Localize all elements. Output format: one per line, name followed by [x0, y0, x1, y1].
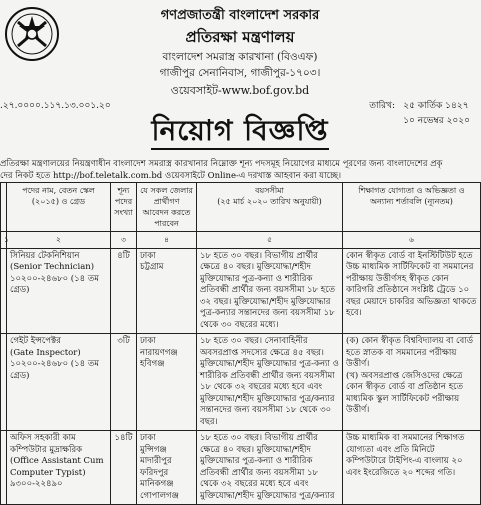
column-index: ৫: [197, 232, 343, 249]
district-header: যে সকল জেলার প্রার্থীগণ আবেদন করতে পারবেন: [137, 183, 197, 232]
count-cell: ৪টি: [111, 248, 137, 334]
age-cell: ১৮ হতে ৩০ বছর। বিভাগীয় প্রার্থীর ক্ষেত্রে ৪০ বছর। মুক্তিযোদ্ধা/শহীদ মুক্তিযোদ্ধার পুত্র-কন্যা ও শারীরিক প্রতিবন্ধী প্রার্থীর জন্য বয়সসীমা ১৮ থেকে ৩২ বছরের মধ্যে হবে এবং মুক্তিযোদ্ধা/শহীদ মুক্তিযোদ্ধার পুত্র/কন্যার: [197, 431, 343, 505]
column-index-row: [1, 232, 481, 249]
pay-scale: ১০২০০-২৪৬৮০ (১৪ তম গ্রেড): [10, 273, 99, 295]
title-block: [0, 114, 480, 150]
date-label: তারিখ:: [369, 101, 396, 111]
post-name-bn: অফিস সহকারী কাম কম্পিউটার মুদ্রাক্ষরিক: [10, 433, 83, 455]
count-header: শূন্য পদের সংখ্যা: [111, 183, 137, 232]
date-bangla: ২৫ কার্তিক ১৪২৭: [403, 101, 469, 111]
district-cell: ঢাকা নারায়ণগঞ্জ হবিগঞ্জ: [137, 334, 197, 431]
qualification-header: শিক্ষাগত যোগ্যতা ও অভিজ্ঞতা ও অন্যান্য শর্তাবলি (ন্যূনতম): [343, 183, 481, 232]
count-cell: ১৪টি: [111, 431, 137, 505]
post-name-en: (Office Assistant Cum Computer Typist): [10, 456, 104, 478]
qualification-cell: কোন স্বীকৃত বোর্ড বা ইনস্টিটিউট হতে উচ্চ মাধ্যমিক সার্টিফিকেট বা সমমানের পরীক্ষায় উত্তীর্ণসহ স্বীকৃত কোন কারিগরি প্রতিষ্ঠানে সংশ্লিষ্ট ট্রেডে ১০ বছর মেয়াদে চাকরির অভিজ্ঞতা থাকতে হবে।: [343, 248, 481, 334]
date-english: ১০ নভেম্বর ২০২০: [403, 116, 470, 126]
age-cell: ১৮ হতে ৩০ বছর। বিভাগীয় প্রার্থীর ক্ষেত্রে ৪০ বছর। মুক্তিযোদ্ধা/শহীদ মুক্তিযোদ্ধার পুত্র-কন্যা ও শারীরিক প্রতিবন্ধী প্রার্থীর জন্য বয়সসীমা ১৮ হতে ৩২ বছর। মুক্তিযোদ্ধা/শহীদ মুক্তিযোদ্ধার পুত্র-কন্যার সন্তানদের জন্য বয়সসীমা ১৮ থেকে ৩০ বছরের মধ্যে।: [197, 248, 343, 334]
factory-address: গাজীপুর সেনানিবাস, গাজীপুর-১৭০৩।: [159, 67, 321, 79]
memo-number: .২৭.০০০০.১১৭.১৩.০০১.২০: [0, 101, 111, 111]
qualification-cell: উচ্চ মাধ্যমিক বা সমমানের শিক্ষাগত যোগ্যতা এবং প্রতি মিনিটে কম্পিউটারে টাইপিং-এ বাংলায় ২০ এবং ইংরেজিতে ২০ শব্দের গতি।: [343, 431, 481, 505]
count-cell: ৩টি: [111, 334, 137, 431]
post-name-en: (Senior Technician): [10, 262, 95, 272]
table-row: [1, 334, 481, 431]
table-row: [1, 431, 481, 505]
column-index: ১: [1, 232, 7, 249]
age-header: বয়সসীমা (২৫ মার্চ ২০২০ তারিখ অনুযায়ী): [197, 183, 343, 232]
post-cell: [7, 334, 111, 431]
ministry-name: প্রতিরক্ষা মন্ত্রণালয়: [185, 28, 295, 46]
district-cell: ঢাকা মুন্সিগঞ্জ মাদারীপুর ফরিদপুর মানিকগঞ্জ গোপালগঞ্জ: [137, 431, 197, 505]
post-cell: [7, 248, 111, 334]
column-index: ৩: [111, 232, 137, 249]
intro-line: দের নিকট হতে http://bof.teletalk.com.bd ওয়েবসাইটে Online-এ দরখাস্ত আহবান করা যাচ্ছে।: [0, 171, 342, 181]
vacancy-table: [0, 182, 481, 505]
post-name-en: (Gate Inspector): [10, 347, 81, 358]
age-cell: ১৮ হতে ৩০ বছর। সেনাবাহিনীর অবসরপ্রাপ্ত সদস্যের ক্ষেত্রে ৪৫ বছর। মুক্তিযোদ্ধা/শহীদ মুক্তিযোদ্ধার পুত্র-কন্যা ও শারীরিক প্রতিবন্ধী প্রার্থীর জন্য বয়সসীমা ১৮ থেকে ৩২ বছরের মধ্যে হবে এবং মুক্তিযোদ্ধা/শহীদ মুক্তিযোদ্ধার পুত্র/কন্যার সন্তানদের জন্য বয়সসীমা ১৮ থেকে ৩০ বছর।: [197, 334, 343, 431]
pay-scale: ৯৩০০-২২৪৯০: [10, 479, 63, 489]
post-name-bn: সিনিয়র টেকনিশিয়ান: [10, 250, 80, 261]
table-header-row: [1, 183, 481, 232]
pay-scale: ১০২০০-২৪৬৮০ (১৪ তম গ্রেড): [10, 359, 99, 381]
intro-line: প্রতিরক্ষা মন্ত্রণালয়ের নিয়ন্ত্রণাধীন বাংলাদেশ সমরাস্ত্র কারখানার নিম্নোক্ত শূন্য পদসমূহ নিয়োগের মাধ্যমে পূরণের জন্য বাংলাদেশের প্রকৃ: [0, 159, 443, 169]
post-cell: [7, 431, 111, 505]
qualification-cell: (ক) কোন স্বীকৃত বিশ্ববিদ্যালয় বা বোর্ড হতে স্নাতক বা সমমানের পরীক্ষায় উত্তীর্ণ। (খ) অবসরপ্রাপ্ত জেসিওদের ক্ষেত্রে কোন স্বীকৃত বোর্ড বা প্রতিষ্ঠান হতে মাধ্যমিক স্কুল সার্টিফিকেট পরীক্ষায় উত্তীর্ণ।: [343, 334, 481, 431]
website-text: ওয়েবসাইট-www.bof.gov.bd: [170, 84, 310, 97]
post-name-bn: গেইট ইন্সপেক্টর: [10, 336, 61, 346]
intro-paragraph: [0, 158, 480, 182]
column-index: ৪: [137, 232, 197, 249]
notice-title: নিয়োগ বিজ্ঞপ্তি: [151, 114, 328, 150]
column-index: ২: [7, 232, 111, 249]
government-name: গণপ্রজাতন্ত্রী বাংলাদেশ সরকার: [160, 8, 320, 23]
post-header: পদের নাম, বেতন স্কেল (২০১৫) ও গ্রেড: [7, 183, 111, 232]
factory-name: বাংলাদেশ সমরাস্ত্র কারখানা (বিওএফ): [162, 51, 318, 63]
table-row: [1, 248, 481, 334]
district-cell: ঢাকা চট্টগ্রাম: [137, 248, 197, 334]
column-index: ৬: [343, 232, 481, 249]
